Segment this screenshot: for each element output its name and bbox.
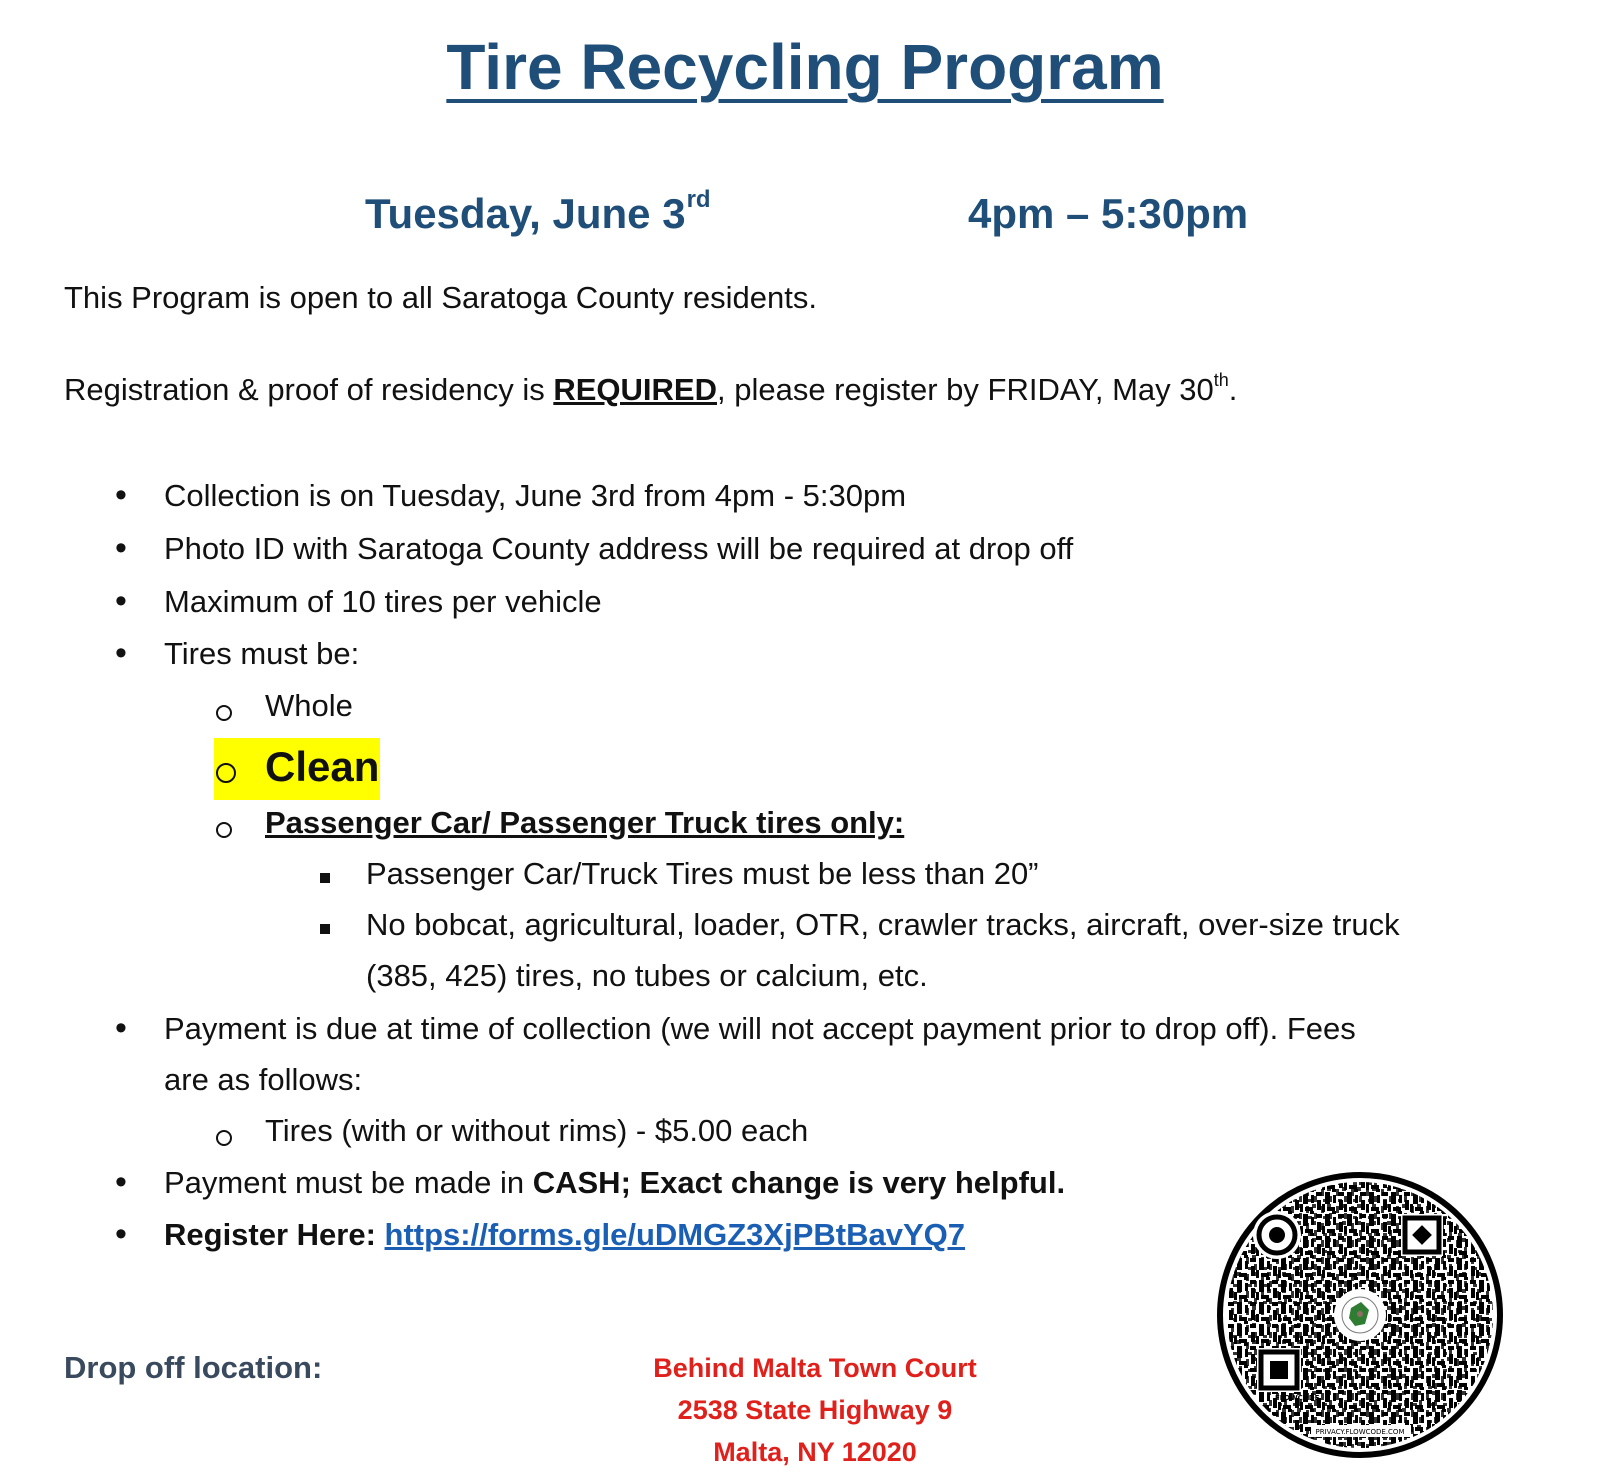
bullet-dot: • (115, 634, 127, 672)
sub-sub-item-excluded-cont: (385, 425) tires, no tubes or calcium, etc. (366, 958, 928, 993)
registration-end: . (1228, 372, 1238, 407)
registration-text (64, 372, 1237, 408)
sub-item-whole: Whole (265, 688, 353, 723)
qr-bottom-label: PRIVACY.FLOWCODE.COM (1315, 1428, 1405, 1436)
event-time: 4pm – 5:30pm (968, 190, 1249, 237)
sub-sub-item-excluded: No bobcat, agricultural, loader, OTR, crawler tracks, aircraft, over-size truck (366, 907, 1400, 942)
bullet-photo-id: Photo ID with Saratoga County address will be required at drop off (164, 531, 1074, 566)
sub-item-fee: Tires (with or without rims) - $5.00 each (265, 1113, 809, 1148)
sub-item-passenger: Passenger Car/ Passenger Truck tires only: (265, 805, 905, 840)
finder-top-left (1253, 1211, 1301, 1259)
finder-top-right (1401, 1214, 1443, 1256)
bullet-register (164, 1217, 965, 1253)
event-date-suffix: rd (686, 186, 711, 213)
address-line-2: 2538 State Highway 9 (677, 1395, 953, 1425)
circle-bullet-icon (216, 705, 232, 721)
intro-text: This Program is open to all Saratoga County residents. (64, 280, 817, 315)
bullet-dot: • (115, 1009, 127, 1047)
square-bullet-icon (320, 873, 330, 883)
event-date (365, 186, 711, 238)
bullet-payment-due-cont: are as follows: (164, 1062, 363, 1097)
sub-item-clean: Clean (265, 743, 380, 790)
cash-prefix: Payment must be made in (164, 1165, 533, 1200)
bullet-dot: • (115, 1163, 127, 1201)
registration-prefix: Registration & proof of residency is (64, 372, 554, 407)
bullet-dot: • (115, 1215, 127, 1253)
qr-side-label: FLOWCODE (1275, 1394, 1320, 1402)
register-label: Register Here: (164, 1217, 385, 1252)
registration-required: REQUIRED (553, 372, 717, 407)
address-line-3: Malta, NY 12020 (713, 1437, 917, 1467)
registration-suffix-sup: th (1213, 370, 1229, 390)
square-bullet-icon (320, 924, 330, 934)
bullet-tires-must-be: Tires must be: (164, 636, 360, 671)
circle-bullet-icon (216, 1130, 232, 1146)
circle-bullet-icon (216, 822, 232, 838)
cash-bold: CASH; Exact change is very helpful. (532, 1165, 1066, 1200)
bullet-dot: • (115, 582, 127, 620)
qr-code[interactable] (1215, 1170, 1505, 1460)
bullet-dot: • (115, 476, 127, 514)
registration-suffix: , please register by FRIDAY, May 30 (716, 372, 1214, 407)
bullet-cash (164, 1165, 1065, 1201)
bullet-maximum: Maximum of 10 tires per vehicle (164, 584, 602, 619)
finder-bottom-left (1257, 1348, 1301, 1392)
register-link[interactable]: https://forms.gle/uDMGZ3XjPBtBavYQ7 (384, 1217, 965, 1252)
bullet-collection: Collection is on Tuesday, June 3rd from 4pm - 5:30pm (164, 478, 907, 513)
event-date-text: Tuesday, June 3 (365, 190, 686, 237)
page-title: Tire Recycling Program (446, 31, 1164, 103)
circle-bullet-icon (216, 763, 236, 783)
drop-off-label: Drop off location: (64, 1350, 323, 1385)
sub-sub-item-size: Passenger Car/Truck Tires must be less than 20” (366, 856, 1039, 891)
bullet-payment-due: Payment is due at time of collection (we will not accept payment prior to drop off). Fees (164, 1011, 1356, 1046)
bullet-dot: • (115, 529, 127, 567)
address-line-1: Behind Malta Town Court (653, 1353, 977, 1383)
center-logo (1334, 1289, 1386, 1341)
